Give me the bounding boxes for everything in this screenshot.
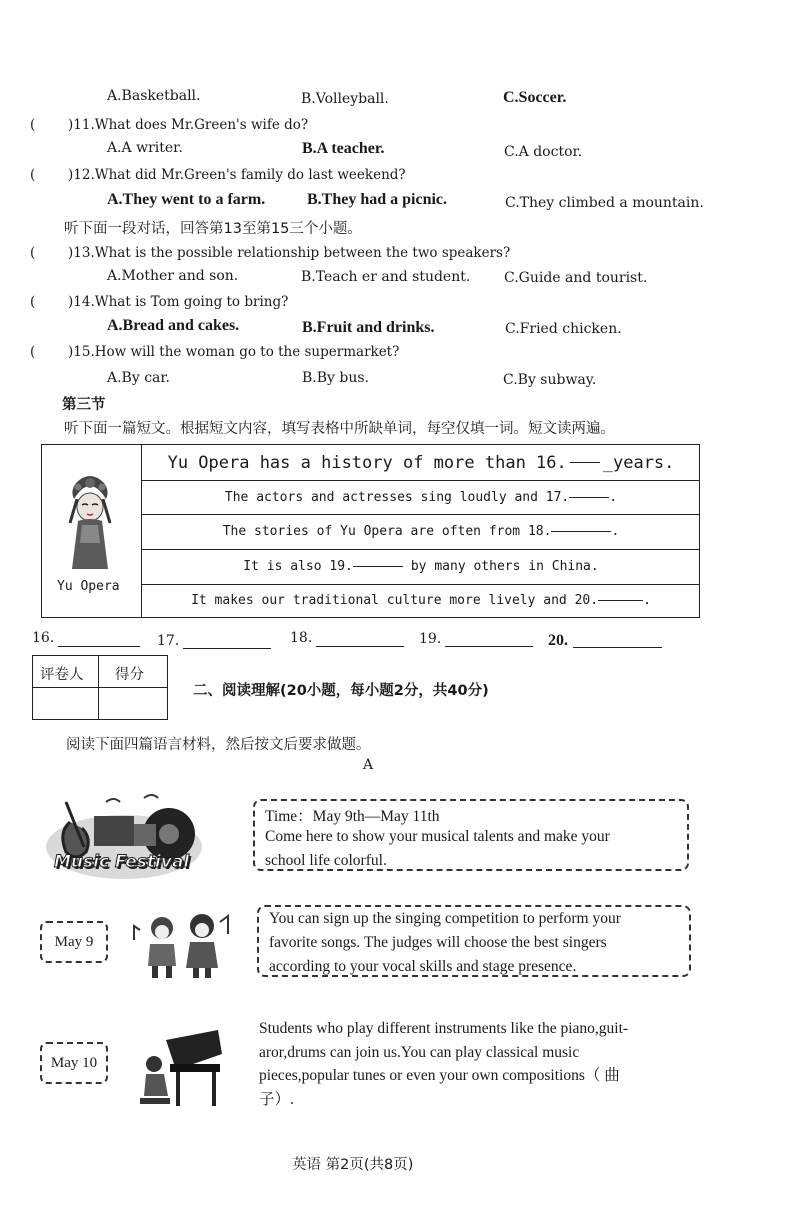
score-box (32, 655, 168, 720)
q11-option-a: A.A writer. (107, 140, 183, 156)
instruments-line1: Students who play different instruments like the piano,guit- (259, 1020, 629, 1037)
q13-paren: ( (30, 245, 36, 261)
yu-opera-figure-icon (60, 473, 120, 573)
q11-option-c: C.A doctor. (504, 144, 583, 160)
q14-text: )14.What is Tom going to bring? (68, 294, 289, 310)
table-row (142, 549, 700, 585)
answer-line-18[interactable] (316, 646, 404, 647)
q14-option-c: C.Fried chicken. (505, 321, 622, 337)
table-row (142, 445, 700, 481)
instruments-line3: pieces,popular tunes or even your own compositions（ 曲 (259, 1067, 620, 1084)
q13-option-a: A.Mother and son. (107, 268, 239, 284)
q14-option-b: B.Fruit and drinks. (302, 319, 435, 336)
singing-line2: favorite songs. The judges will choose the best singers (269, 934, 607, 951)
q14-paren: ( (30, 294, 36, 310)
may9-tag (40, 921, 108, 963)
passage-letter: A (363, 757, 374, 773)
q10-option-a: A.Basketball. (107, 88, 201, 104)
answer-line-20[interactable] (573, 647, 662, 648)
q11-option-b: B.A teacher. (302, 140, 385, 157)
answer-label-17: 17. (157, 633, 180, 649)
answer-label-18: 18. (290, 630, 313, 646)
row20-pre: It makes our traditional culture more lively and 20. (191, 593, 599, 608)
festival-time: Time：May 9th—May 11th (265, 808, 440, 825)
answer-label-19: 19. (419, 631, 442, 647)
q13-option-b: B.Teach er and student. (301, 269, 471, 285)
row17-pre: The actors and actresses sing loudly and 17. (224, 489, 570, 505)
yu-opera-cell (42, 445, 142, 617)
music-festival-logo (44, 792, 209, 882)
q11-text: )11.What does Mr.Green's wife do? (68, 117, 309, 133)
page-footer: 英语 第2页(共8页) (292, 1157, 414, 1173)
instruments-line4: 子）. (259, 1090, 294, 1108)
part2-title: 二、阅读理解(20小题，每小题2分，共40分) (193, 683, 489, 699)
dialogue-instruction: 听下面一段对话，回答第13至第15三个小题。 (64, 221, 362, 237)
answer-label-20: 20. (548, 632, 568, 649)
answer-line-19[interactable] (445, 646, 533, 647)
q12-option-a: A.They went to a farm. (107, 191, 266, 208)
singers-icon (130, 910, 235, 980)
answer-label-16: 16. (32, 630, 55, 646)
section3-instruction: 听下面一篇短文。根据短文内容，填写表格中所缺单词，每空仅填一词。短文读两遍。 (64, 421, 615, 437)
table-row (142, 480, 700, 515)
blank-17[interactable] (569, 497, 609, 498)
q10-option-b: B.Volleyball. (301, 91, 389, 107)
yu-opera-table (41, 444, 700, 618)
may10-label: May 10 (50, 1054, 98, 1071)
table-row (142, 514, 700, 550)
q15-option-a: A.By car. (107, 370, 170, 386)
festival-intro-line2: school life colorful. (265, 852, 387, 869)
q12-option-b: B.They had a picnic. (307, 191, 448, 208)
may9-label: May 9 (54, 933, 94, 950)
q15-option-b: B.By bus. (302, 370, 369, 386)
part2-instruction: 阅读下面四篇语言材料，然后按文后要求做题。 (66, 737, 371, 753)
festival-intro-line1: Come here to show your musical talents and make your (265, 828, 610, 845)
singing-competition-box (257, 905, 691, 977)
blank-19[interactable] (353, 566, 403, 567)
answer-line-17[interactable] (183, 648, 271, 649)
q10-option-c: C.Soccer. (503, 89, 567, 106)
blank-20[interactable] (598, 600, 643, 601)
q15-option-c: C.By subway. (503, 372, 597, 388)
q13-text: )13.What is the possible relationship between the two speakers? (68, 245, 511, 261)
section3-heading: 第三节 (62, 397, 106, 413)
q15-paren: ( (30, 344, 36, 360)
row20-post: . (643, 593, 651, 608)
may10-tag (40, 1042, 108, 1084)
row19-pre: It is also 19. (243, 559, 353, 574)
festival-info-box (253, 799, 689, 871)
row17-post: . (609, 489, 618, 505)
q13-option-c: C.Guide and tourist. (504, 270, 648, 286)
grader-label: 评卷人 (40, 667, 84, 683)
row19-post: by many others in China. (410, 559, 599, 574)
q12-text: )12.What did Mr.Green's family do last weekend? (68, 167, 406, 183)
table-row (142, 584, 700, 617)
singing-line3: according to your vocal skills and stage presence. (269, 958, 577, 975)
blank-18[interactable] (551, 531, 611, 532)
q11-paren: ( (30, 117, 36, 133)
piano-player-icon (136, 1020, 226, 1115)
q15-text: )15.How will the woman go to the supermarket? (68, 344, 400, 360)
q12-paren: ( (30, 167, 36, 183)
singing-line1: You can sign up the singing competition to perform your (269, 910, 621, 927)
instruments-paragraph (259, 1017, 673, 1111)
q12-option-c: C.They climbed a mountain. (505, 195, 704, 211)
row18-post: . (611, 524, 620, 539)
answer-line-16[interactable] (58, 646, 140, 647)
blank-16[interactable] (570, 462, 600, 463)
q14-option-a: A.Bread and cakes. (107, 317, 240, 334)
yu-opera-label: Yu Opera (57, 579, 120, 594)
score-label: 得分 (115, 667, 144, 683)
row16-post: _years. (602, 452, 675, 473)
instruments-line2: aror,drums can join us.You can play classical music (259, 1043, 580, 1061)
music-festival-logo-text: Music Festival (54, 852, 190, 872)
row16-pre: Yu Opera has a history of more than 16. (167, 452, 567, 473)
row18-pre: The stories of Yu Opera are often from 18. (222, 524, 552, 539)
